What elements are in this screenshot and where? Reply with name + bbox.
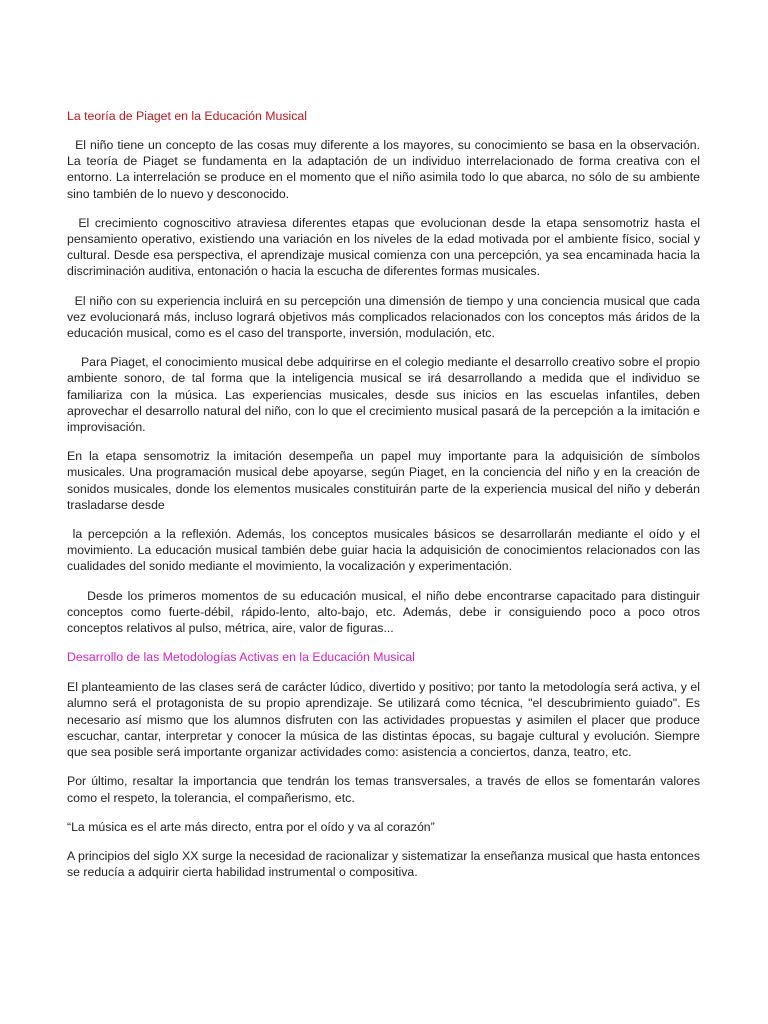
quote: “La música es el arte más directo, entra por el oído y va al corazón”: [67, 819, 435, 834]
document-page: [67, 108, 704, 880]
paragraph-5: En la etapa sensomotriz la imitación desempeña un papel muy importante para la adquisición de símbolos musicales. Una programación musical debe apoyarse, según Piaget, en la conciencia del niño y en la creación de sonidos musicales, donde los elementos musicales constituirán parte de la experiencia musical del niño y deberán trasladarse desde: [67, 449, 704, 512]
paragraph-4: Para Piaget, el conocimiento musical debe adquirirse en el colegio mediante el desarrollo creativo sobre el propio ambiente sonoro, de tal forma que la inteligencia musical se irá desarrollando a medida que el individuo se familiariza con la música. Las experiencias musicales, desde sus inicios en las escuelas infantiles, deben aprovechar el desarrollo natural del niño, con lo que el crecimiento musical pasará de la percepción a la imitación e improvisación.: [67, 355, 704, 435]
paragraph-2: El crecimiento cognoscitivo atraviesa diferentes etapas que evolucionan desde la etapa sensomotriz hasta el pensamiento operativo, existiendo una variación en los niveles de la edad motivada por el ambiente físico, social y cultural. Desde esa perspectiva, el aprendizaje musical comienza con una percepción, ya sea encaminada hacia la discriminación auditiva, entonación o hacia la escucha de diferentes formas musicales.: [67, 215, 704, 279]
paragraph-6: la percepción a la reflexión. Además, los conceptos musicales básicos se desarrollarán mediante el oído y el movimiento. La educación musical también debe guiar hacia la adquisición de conocimientos relacionados con las cualidades del sonido mediante el movimiento, la vocalización y experimentación.: [67, 527, 704, 574]
paragraph-9: Por último, resaltar la importancia que tendrán los temas transversales, a través de ellos se fomentarán valores como el respeto, la tolerancia, el compañerismo, etc.: [67, 774, 704, 805]
section-2-title: Desarrollo de las Metodologías Activas en la Educación Musical: [67, 650, 415, 665]
paragraph-7: Desde los primeros momentos de su educación musical, el niño debe encontrarse capacitado para distinguir conceptos como fuerte-débil, rápido-lento, alto-bajo, etc. Además, debe ir consiguiendo poco a poco otros conceptos relativos al pulso, métrica, aire, valor de figuras...: [67, 588, 704, 636]
paragraph-3: El niño con su experiencia incluirá en su percepción una dimensión de tiempo y una conciencia musical que cada vez evolucionará más, incluso logrará objetivos más complicados relacionados con los conceptos más áridos de la educación musical, como es el caso del transporte, inversión, modulación, etc.: [67, 293, 704, 341]
paragraph-10: A principios del siglo XX surge la necesidad de racionalizar y sistematizar la enseñanza musical que hasta entonces se reducía a adquirir cierta habilidad instrumental o compositiva.: [67, 848, 704, 880]
paragraph-8: El planteamiento de las clases será de carácter lúdico, divertido y positivo; por tanto la metodología será activa, y el alumno será el protagonista de su propio aprendizaje. Se utilizará como técnica, "el descubrimiento guiado". Es necesario así mismo que los alumnos disfruten con las actividades propuestas y asimilen el placer que produce escuchar, cantar, interpretar y conocer la música de las distintas épocas, su bagaje cultural y evolución. Siempre que sea posible será importante organizar actividades como: asistencia a conciertos, danza, teatro, etc.: [67, 680, 704, 760]
section-1-title: La teoría de Piaget en la Educación Musical: [67, 109, 307, 123]
paragraph-1: El niño tiene un concepto de las cosas muy diferente a los mayores, su conocimiento se basa en la observación. La teoría de Piaget se fundamenta en la adaptación de un individuo interrelacionado de forma creativa con el entorno. La interrelación se produce en el momento que el niño asimila todo lo que abarca, no sólo de su ambiente sino también de lo nuevo y desconocido.: [67, 138, 704, 201]
